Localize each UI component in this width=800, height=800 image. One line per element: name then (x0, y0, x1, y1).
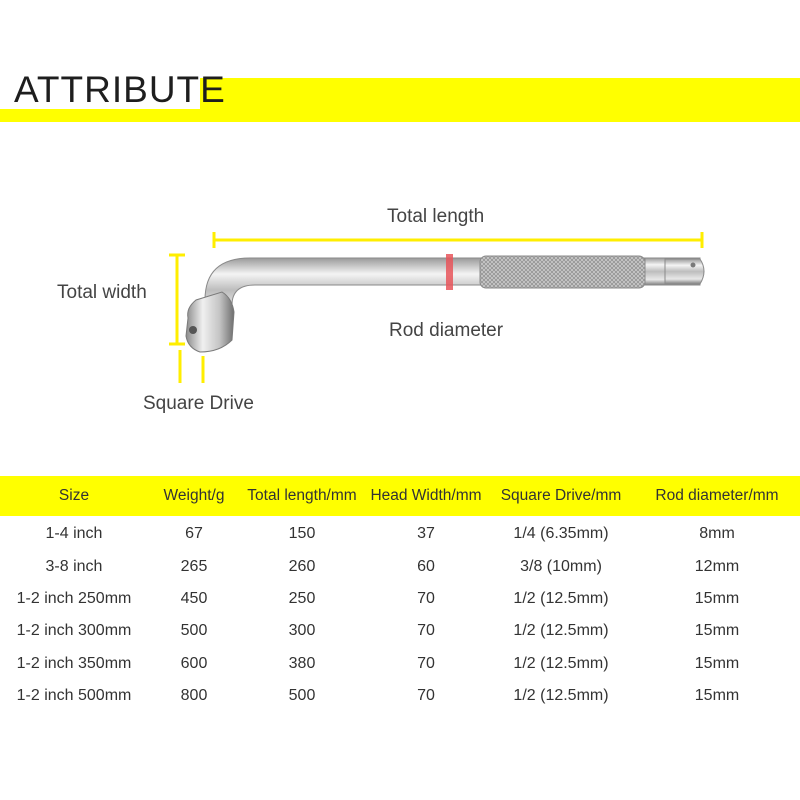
cell-weight: 500 (180, 622, 208, 640)
square-drive-label: Square Drive (143, 393, 254, 414)
cell-square-drive: 1/2 (12.5mm) (513, 687, 609, 705)
cell-square-drive: 1/2 (12.5mm) (513, 589, 609, 607)
cell-square-drive: 3/8 (10mm) (520, 557, 602, 575)
cell-head-width: 70 (417, 654, 435, 672)
cell-total-length: 250 (288, 589, 316, 607)
cell-rod-diameter: 15mm (694, 622, 740, 640)
cell-weight: 800 (180, 687, 208, 705)
table-row (0, 615, 800, 647)
cell-total-length: 380 (288, 654, 316, 672)
table-row (0, 648, 800, 680)
table-row (0, 550, 800, 582)
cell-rod-diameter: 15mm (694, 589, 740, 607)
col-header-weight: Weight/g (163, 487, 225, 504)
cell-size: 1-2 inch 350mm (16, 654, 132, 672)
cell-rod-diameter: 12mm (694, 557, 740, 575)
table-row (0, 680, 800, 712)
cell-rod-diameter: 8mm (699, 525, 735, 543)
total-width-label: Total width (57, 282, 147, 303)
table-header-row (0, 476, 800, 516)
cell-rod-diameter: 15mm (694, 687, 740, 705)
cell-square-drive: 1/2 (12.5mm) (513, 622, 609, 640)
cell-size: 3-8 inch (45, 557, 103, 575)
cell-square-drive: 1/2 (12.5mm) (513, 654, 609, 672)
cell-size: 1-2 inch 500mm (16, 687, 132, 705)
spec-table (0, 476, 800, 712)
rod-diameter-label: Rod diameter (389, 320, 504, 341)
cell-rod-diameter: 15mm (694, 654, 740, 672)
cell-weight: 67 (185, 525, 203, 543)
cell-head-width: 60 (417, 557, 435, 575)
cell-total-length: 300 (288, 622, 316, 640)
col-header-square-drive: Square Drive/mm (500, 487, 622, 504)
cell-head-width: 70 (417, 687, 435, 705)
total-length-dimension (214, 232, 702, 248)
square-drive-dimension (180, 350, 203, 383)
cell-weight: 265 (180, 557, 208, 575)
col-header-head-width: Head Width/mm (370, 487, 482, 504)
cell-square-drive: 1/4 (6.35mm) (513, 525, 609, 543)
rod-diameter-marker (446, 254, 453, 290)
cell-size: 1-2 inch 250mm (16, 589, 132, 607)
cell-total-length: 500 (288, 687, 316, 705)
cell-total-length: 260 (288, 557, 316, 575)
page-title: ATTRIBUTE (14, 69, 226, 110)
cell-head-width: 70 (417, 622, 435, 640)
col-header-total-length: Total length/mm (247, 487, 357, 504)
total-width-dimension (169, 255, 185, 344)
cell-size: 1-2 inch 300mm (16, 622, 132, 640)
table-row (0, 516, 800, 550)
cell-weight: 450 (180, 589, 208, 607)
table-row (0, 583, 800, 615)
cell-total-length: 150 (288, 525, 316, 543)
total-length-label: Total length (387, 206, 485, 227)
col-header-size: Size (58, 487, 90, 504)
col-header-rod-diameter: Rod diameter/mm (655, 487, 779, 504)
cell-head-width: 37 (417, 525, 435, 543)
cell-size: 1-4 inch (45, 525, 103, 543)
cell-head-width: 70 (417, 589, 435, 607)
cell-weight: 600 (180, 654, 208, 672)
